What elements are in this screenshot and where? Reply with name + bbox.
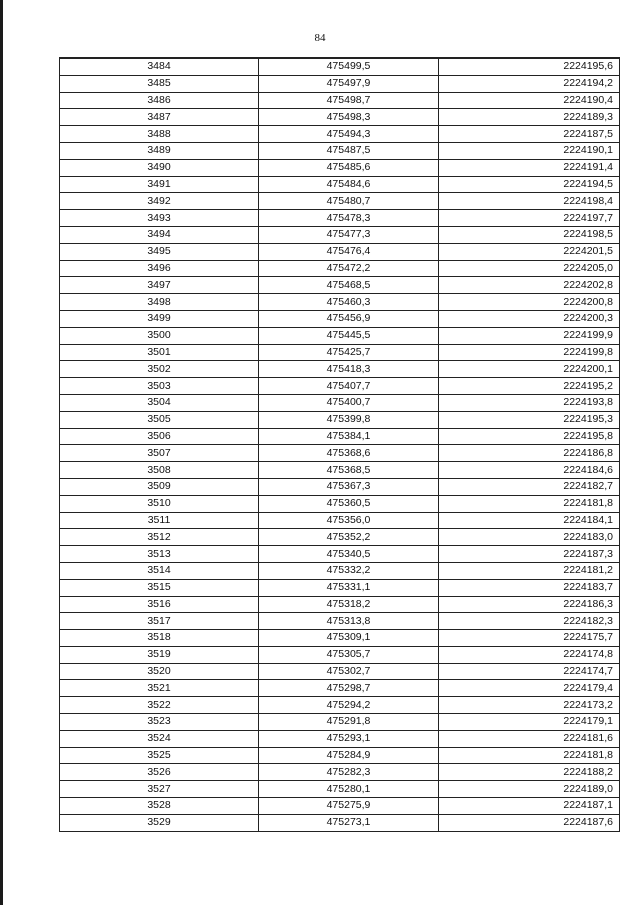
y-coordinate-cell: 2224174,7 [439,663,620,680]
point-number-cell: 3491 [60,176,259,193]
y-coordinate-cell: 2224184,6 [439,462,620,479]
x-coordinate-cell: 475487,5 [259,142,439,159]
page-left-edge [0,0,3,905]
table-row [60,814,620,831]
x-coordinate-cell: 475282,3 [259,764,439,781]
point-number-cell: 3520 [60,663,259,680]
table-row [60,142,620,159]
point-number-cell: 3503 [60,378,259,395]
point-number-cell: 3522 [60,697,259,714]
y-coordinate-cell: 2224183,7 [439,579,620,596]
point-number-cell: 3487 [60,109,259,126]
y-coordinate-cell: 2224198,5 [439,226,620,243]
point-number-cell: 3486 [60,92,259,109]
y-coordinate-cell: 2224173,2 [439,697,620,714]
y-coordinate-cell: 2224179,4 [439,680,620,697]
x-coordinate-cell: 475407,7 [259,378,439,395]
table-row [60,243,620,260]
x-coordinate-cell: 475318,2 [259,596,439,613]
y-coordinate-cell: 2224189,0 [439,781,620,798]
point-number-cell: 3518 [60,630,259,647]
point-number-cell: 3528 [60,798,259,815]
table-row [60,546,620,563]
coordinates-table [59,57,620,832]
table-row [60,193,620,210]
table-row [60,462,620,479]
point-number-cell: 3507 [60,445,259,462]
x-coordinate-cell: 475368,6 [259,445,439,462]
point-number-cell: 3512 [60,529,259,546]
point-number-cell: 3485 [60,75,259,92]
y-coordinate-cell: 2224201,5 [439,243,620,260]
table-row [60,529,620,546]
table-row [60,109,620,126]
x-coordinate-cell: 475484,6 [259,176,439,193]
table-row [60,210,620,227]
table-row [60,596,620,613]
x-coordinate-cell: 475284,9 [259,747,439,764]
x-coordinate-cell: 475275,9 [259,798,439,815]
table-row [60,680,620,697]
y-coordinate-cell: 2224191,4 [439,159,620,176]
x-coordinate-cell: 475497,9 [259,75,439,92]
x-coordinate-cell: 475468,5 [259,277,439,294]
point-number-cell: 3494 [60,226,259,243]
x-coordinate-cell: 475313,8 [259,613,439,630]
x-coordinate-cell: 475476,4 [259,243,439,260]
x-coordinate-cell: 475294,2 [259,697,439,714]
table-row [60,260,620,277]
x-coordinate-cell: 475340,5 [259,546,439,563]
x-coordinate-cell: 475399,8 [259,411,439,428]
table-row [60,411,620,428]
point-number-cell: 3513 [60,546,259,563]
x-coordinate-cell: 475445,5 [259,327,439,344]
y-coordinate-cell: 2224187,3 [439,546,620,563]
point-number-cell: 3490 [60,159,259,176]
y-coordinate-cell: 2224179,1 [439,714,620,731]
y-coordinate-cell: 2224190,1 [439,142,620,159]
table-row [60,394,620,411]
point-number-cell: 3529 [60,814,259,831]
x-coordinate-cell: 475291,8 [259,714,439,731]
y-coordinate-cell: 2224190,4 [439,92,620,109]
point-number-cell: 3495 [60,243,259,260]
table-row [60,478,620,495]
table-row [60,378,620,395]
point-number-cell: 3498 [60,294,259,311]
y-coordinate-cell: 2224200,1 [439,361,620,378]
table-row [60,126,620,143]
x-coordinate-cell: 475302,7 [259,663,439,680]
x-coordinate-cell: 475367,3 [259,478,439,495]
y-coordinate-cell: 2224183,0 [439,529,620,546]
point-number-cell: 3493 [60,210,259,227]
y-coordinate-cell: 2224194,2 [439,75,620,92]
table-row [60,730,620,747]
point-number-cell: 3505 [60,411,259,428]
point-number-cell: 3496 [60,260,259,277]
table-row [60,646,620,663]
point-number-cell: 3524 [60,730,259,747]
y-coordinate-cell: 2224186,8 [439,445,620,462]
point-number-cell: 3488 [60,126,259,143]
y-coordinate-cell: 2224195,8 [439,428,620,445]
table-row [60,764,620,781]
y-coordinate-cell: 2224187,5 [439,126,620,143]
x-coordinate-cell: 475425,7 [259,344,439,361]
table-row [60,428,620,445]
page-number: 84 [314,32,326,44]
y-coordinate-cell: 2224189,3 [439,109,620,126]
x-coordinate-cell: 475280,1 [259,781,439,798]
x-coordinate-cell: 475478,3 [259,210,439,227]
y-coordinate-cell: 2224195,3 [439,411,620,428]
table-row [60,226,620,243]
table-row [60,310,620,327]
x-coordinate-cell: 475494,3 [259,126,439,143]
y-coordinate-cell: 2224187,1 [439,798,620,815]
point-number-cell: 3509 [60,478,259,495]
y-coordinate-cell: 2224193,8 [439,394,620,411]
y-coordinate-cell: 2224181,8 [439,747,620,764]
y-coordinate-cell: 2224194,5 [439,176,620,193]
point-number-cell: 3499 [60,310,259,327]
table-row [60,613,620,630]
table-row [60,277,620,294]
y-coordinate-cell: 2224199,9 [439,327,620,344]
table-row [60,579,620,596]
point-number-cell: 3516 [60,596,259,613]
y-coordinate-cell: 2224174,8 [439,646,620,663]
y-coordinate-cell: 2224182,3 [439,613,620,630]
y-coordinate-cell: 2224188,2 [439,764,620,781]
x-coordinate-cell: 475477,3 [259,226,439,243]
point-number-cell: 3510 [60,495,259,512]
x-coordinate-cell: 475273,1 [259,814,439,831]
x-coordinate-cell: 475356,0 [259,512,439,529]
y-coordinate-cell: 2224181,2 [439,562,620,579]
point-number-cell: 3489 [60,142,259,159]
x-coordinate-cell: 475305,7 [259,646,439,663]
x-coordinate-cell: 475480,7 [259,193,439,210]
y-coordinate-cell: 2224200,8 [439,294,620,311]
point-number-cell: 3525 [60,747,259,764]
y-coordinate-cell: 2224199,8 [439,344,620,361]
table-row [60,445,620,462]
point-number-cell: 3500 [60,327,259,344]
table-row [60,697,620,714]
point-number-cell: 3523 [60,714,259,731]
x-coordinate-cell: 475384,1 [259,428,439,445]
x-coordinate-cell: 475368,5 [259,462,439,479]
y-coordinate-cell: 2224187,6 [439,814,620,831]
table-row [60,58,620,75]
point-number-cell: 3504 [60,394,259,411]
table-row [60,798,620,815]
table-row [60,495,620,512]
x-coordinate-cell: 475309,1 [259,630,439,647]
y-coordinate-cell: 2224181,6 [439,730,620,747]
y-coordinate-cell: 2224184,1 [439,512,620,529]
point-number-cell: 3497 [60,277,259,294]
point-number-cell: 3484 [60,58,259,75]
x-coordinate-cell: 475498,3 [259,109,439,126]
x-coordinate-cell: 475499,5 [259,58,439,75]
table-row [60,512,620,529]
table-row [60,294,620,311]
table-row [60,361,620,378]
y-coordinate-cell: 2224182,7 [439,478,620,495]
x-coordinate-cell: 475418,3 [259,361,439,378]
point-number-cell: 3521 [60,680,259,697]
table-row [60,663,620,680]
x-coordinate-cell: 475400,7 [259,394,439,411]
table-row [60,714,620,731]
point-number-cell: 3501 [60,344,259,361]
x-coordinate-cell: 475472,2 [259,260,439,277]
x-coordinate-cell: 475360,5 [259,495,439,512]
point-number-cell: 3502 [60,361,259,378]
point-number-cell: 3517 [60,613,259,630]
x-coordinate-cell: 475331,1 [259,579,439,596]
point-number-cell: 3519 [60,646,259,663]
coordinates-table-body [60,58,620,831]
point-number-cell: 3506 [60,428,259,445]
table-row [60,327,620,344]
table-row [60,747,620,764]
y-coordinate-cell: 2224186,3 [439,596,620,613]
table-row [60,159,620,176]
y-coordinate-cell: 2224197,7 [439,210,620,227]
point-number-cell: 3515 [60,579,259,596]
point-number-cell: 3508 [60,462,259,479]
x-coordinate-cell: 475293,1 [259,730,439,747]
x-coordinate-cell: 475460,3 [259,294,439,311]
point-number-cell: 3511 [60,512,259,529]
point-number-cell: 3527 [60,781,259,798]
y-coordinate-cell: 2224181,8 [439,495,620,512]
y-coordinate-cell: 2224205,0 [439,260,620,277]
x-coordinate-cell: 475298,7 [259,680,439,697]
point-number-cell: 3526 [60,764,259,781]
x-coordinate-cell: 475485,6 [259,159,439,176]
table-row [60,176,620,193]
table-row [60,92,620,109]
x-coordinate-cell: 475456,9 [259,310,439,327]
y-coordinate-cell: 2224195,6 [439,58,620,75]
x-coordinate-cell: 475352,2 [259,529,439,546]
table-row [60,344,620,361]
table-row [60,781,620,798]
x-coordinate-cell: 475498,7 [259,92,439,109]
y-coordinate-cell: 2224198,4 [439,193,620,210]
table-row [60,75,620,92]
y-coordinate-cell: 2224195,2 [439,378,620,395]
table-row [60,562,620,579]
point-number-cell: 3514 [60,562,259,579]
y-coordinate-cell: 2224200,3 [439,310,620,327]
y-coordinate-cell: 2224202,8 [439,277,620,294]
point-number-cell: 3492 [60,193,259,210]
y-coordinate-cell: 2224175,7 [439,630,620,647]
x-coordinate-cell: 475332,2 [259,562,439,579]
table-row [60,630,620,647]
